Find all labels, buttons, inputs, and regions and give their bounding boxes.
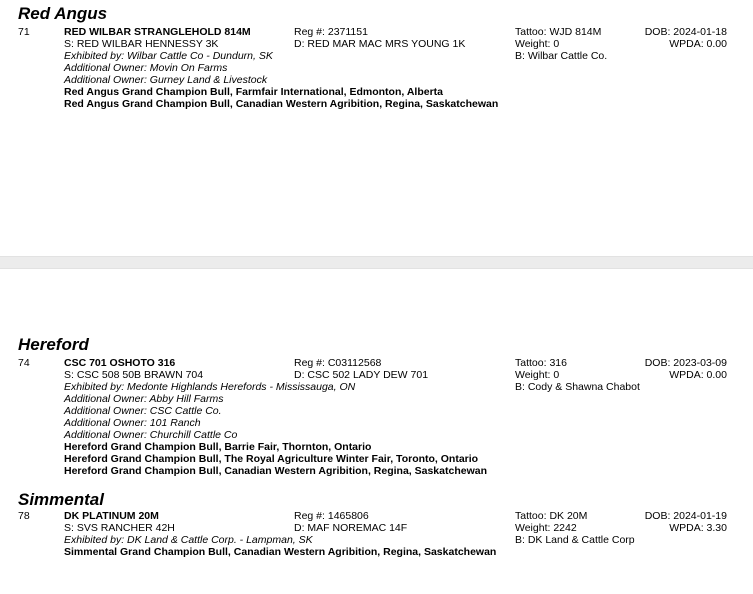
- weight: Weight: 0: [515, 38, 560, 50]
- wpda: WPDA: 0.00: [669, 369, 727, 381]
- animal-name: CSC 701 OSHOTO 316: [64, 357, 176, 369]
- breeder: B: Cody & Shawna Chabot: [515, 381, 640, 393]
- award: Hereford Grand Champion Bull, The Royal Agriculture Winter Fair, Toronto, Ontario: [64, 453, 479, 465]
- date-of-birth: DOB: 2023-03-09: [644, 357, 727, 369]
- weight: Weight: 0: [515, 369, 560, 381]
- sire: S: RED WILBAR HENNESSY 3K: [64, 38, 219, 50]
- tattoo: Tattoo: 316: [515, 357, 567, 369]
- additional-owner: Additional Owner: Churchill Cattle Co: [64, 429, 238, 441]
- page-separator: [0, 256, 753, 269]
- breed-title: Red Angus: [18, 4, 108, 23]
- breeder: B: Wilbar Cattle Co.: [515, 50, 608, 62]
- tattoo: Tattoo: WJD 814M: [515, 26, 602, 38]
- weight: Weight: 2242: [515, 522, 577, 534]
- award: Red Angus Grand Champion Bull, Canadian Western Agribition, Regina, Saskatchewan: [64, 98, 499, 110]
- registration-number: Reg #: 1465806: [294, 510, 369, 522]
- tattoo: Tattoo: DK 20M: [515, 510, 588, 522]
- exhibited-by: Exhibited by: Wilbar Cattle Co - Dundurn, SK: [64, 50, 273, 62]
- wpda: WPDA: 0.00: [669, 38, 727, 50]
- exhibited-by: Exhibited by: DK Land & Cattle Corp. - Lampman, SK: [64, 534, 313, 546]
- breeder: B: DK Land & Cattle Corp: [515, 534, 635, 546]
- wpda: WPDA: 3.30: [669, 522, 727, 534]
- breed-title: Hereford: [18, 335, 89, 354]
- date-of-birth: DOB: 2024-01-19: [644, 510, 727, 522]
- additional-owner: Additional Owner: 101 Ranch: [64, 417, 201, 429]
- exhibited-by: Exhibited by: Medonte Highlands Herefords - Mississauga, ON: [64, 381, 356, 393]
- sire: S: SVS RANCHER 42H: [64, 522, 175, 534]
- dam: D: MAF NOREMAC 14F: [294, 522, 408, 534]
- entry-number: 78: [18, 510, 30, 522]
- registration-number: Reg #: C03112568: [294, 357, 382, 369]
- additional-owner: Additional Owner: Movin On Farms: [64, 62, 228, 74]
- additional-owner: Additional Owner: CSC Cattle Co.: [64, 405, 222, 417]
- award: Hereford Grand Champion Bull, Canadian Western Agribition, Regina, Saskatchewan: [64, 465, 487, 477]
- entry-number: 71: [18, 26, 30, 38]
- award: Simmental Grand Champion Bull, Canadian Western Agribition, Regina, Saskatchewan: [64, 546, 497, 558]
- award: Red Angus Grand Champion Bull, Farmfair International, Edmonton, Alberta: [64, 86, 443, 98]
- sire: S: CSC 508 50B BRAWN 704: [64, 369, 204, 381]
- registration-number: Reg #: 2371151: [294, 26, 368, 38]
- dam: D: CSC 502 LADY DEW 701: [294, 369, 429, 381]
- animal-name: RED WILBAR STRANGLEHOLD 814M: [64, 26, 251, 38]
- additional-owner: Additional Owner: Gurney Land & Livestock: [64, 74, 268, 86]
- date-of-birth: DOB: 2024-01-18: [644, 26, 727, 38]
- award: Hereford Grand Champion Bull, Barrie Fair, Thornton, Ontario: [64, 441, 372, 453]
- animal-name: DK PLATINUM 20M: [64, 510, 159, 522]
- dam: D: RED MAR MAC MRS YOUNG 1K: [294, 38, 466, 50]
- entry-number: 74: [18, 357, 30, 369]
- additional-owner: Additional Owner: Abby Hill Farms: [64, 393, 224, 405]
- breed-title: Simmental: [18, 490, 104, 509]
